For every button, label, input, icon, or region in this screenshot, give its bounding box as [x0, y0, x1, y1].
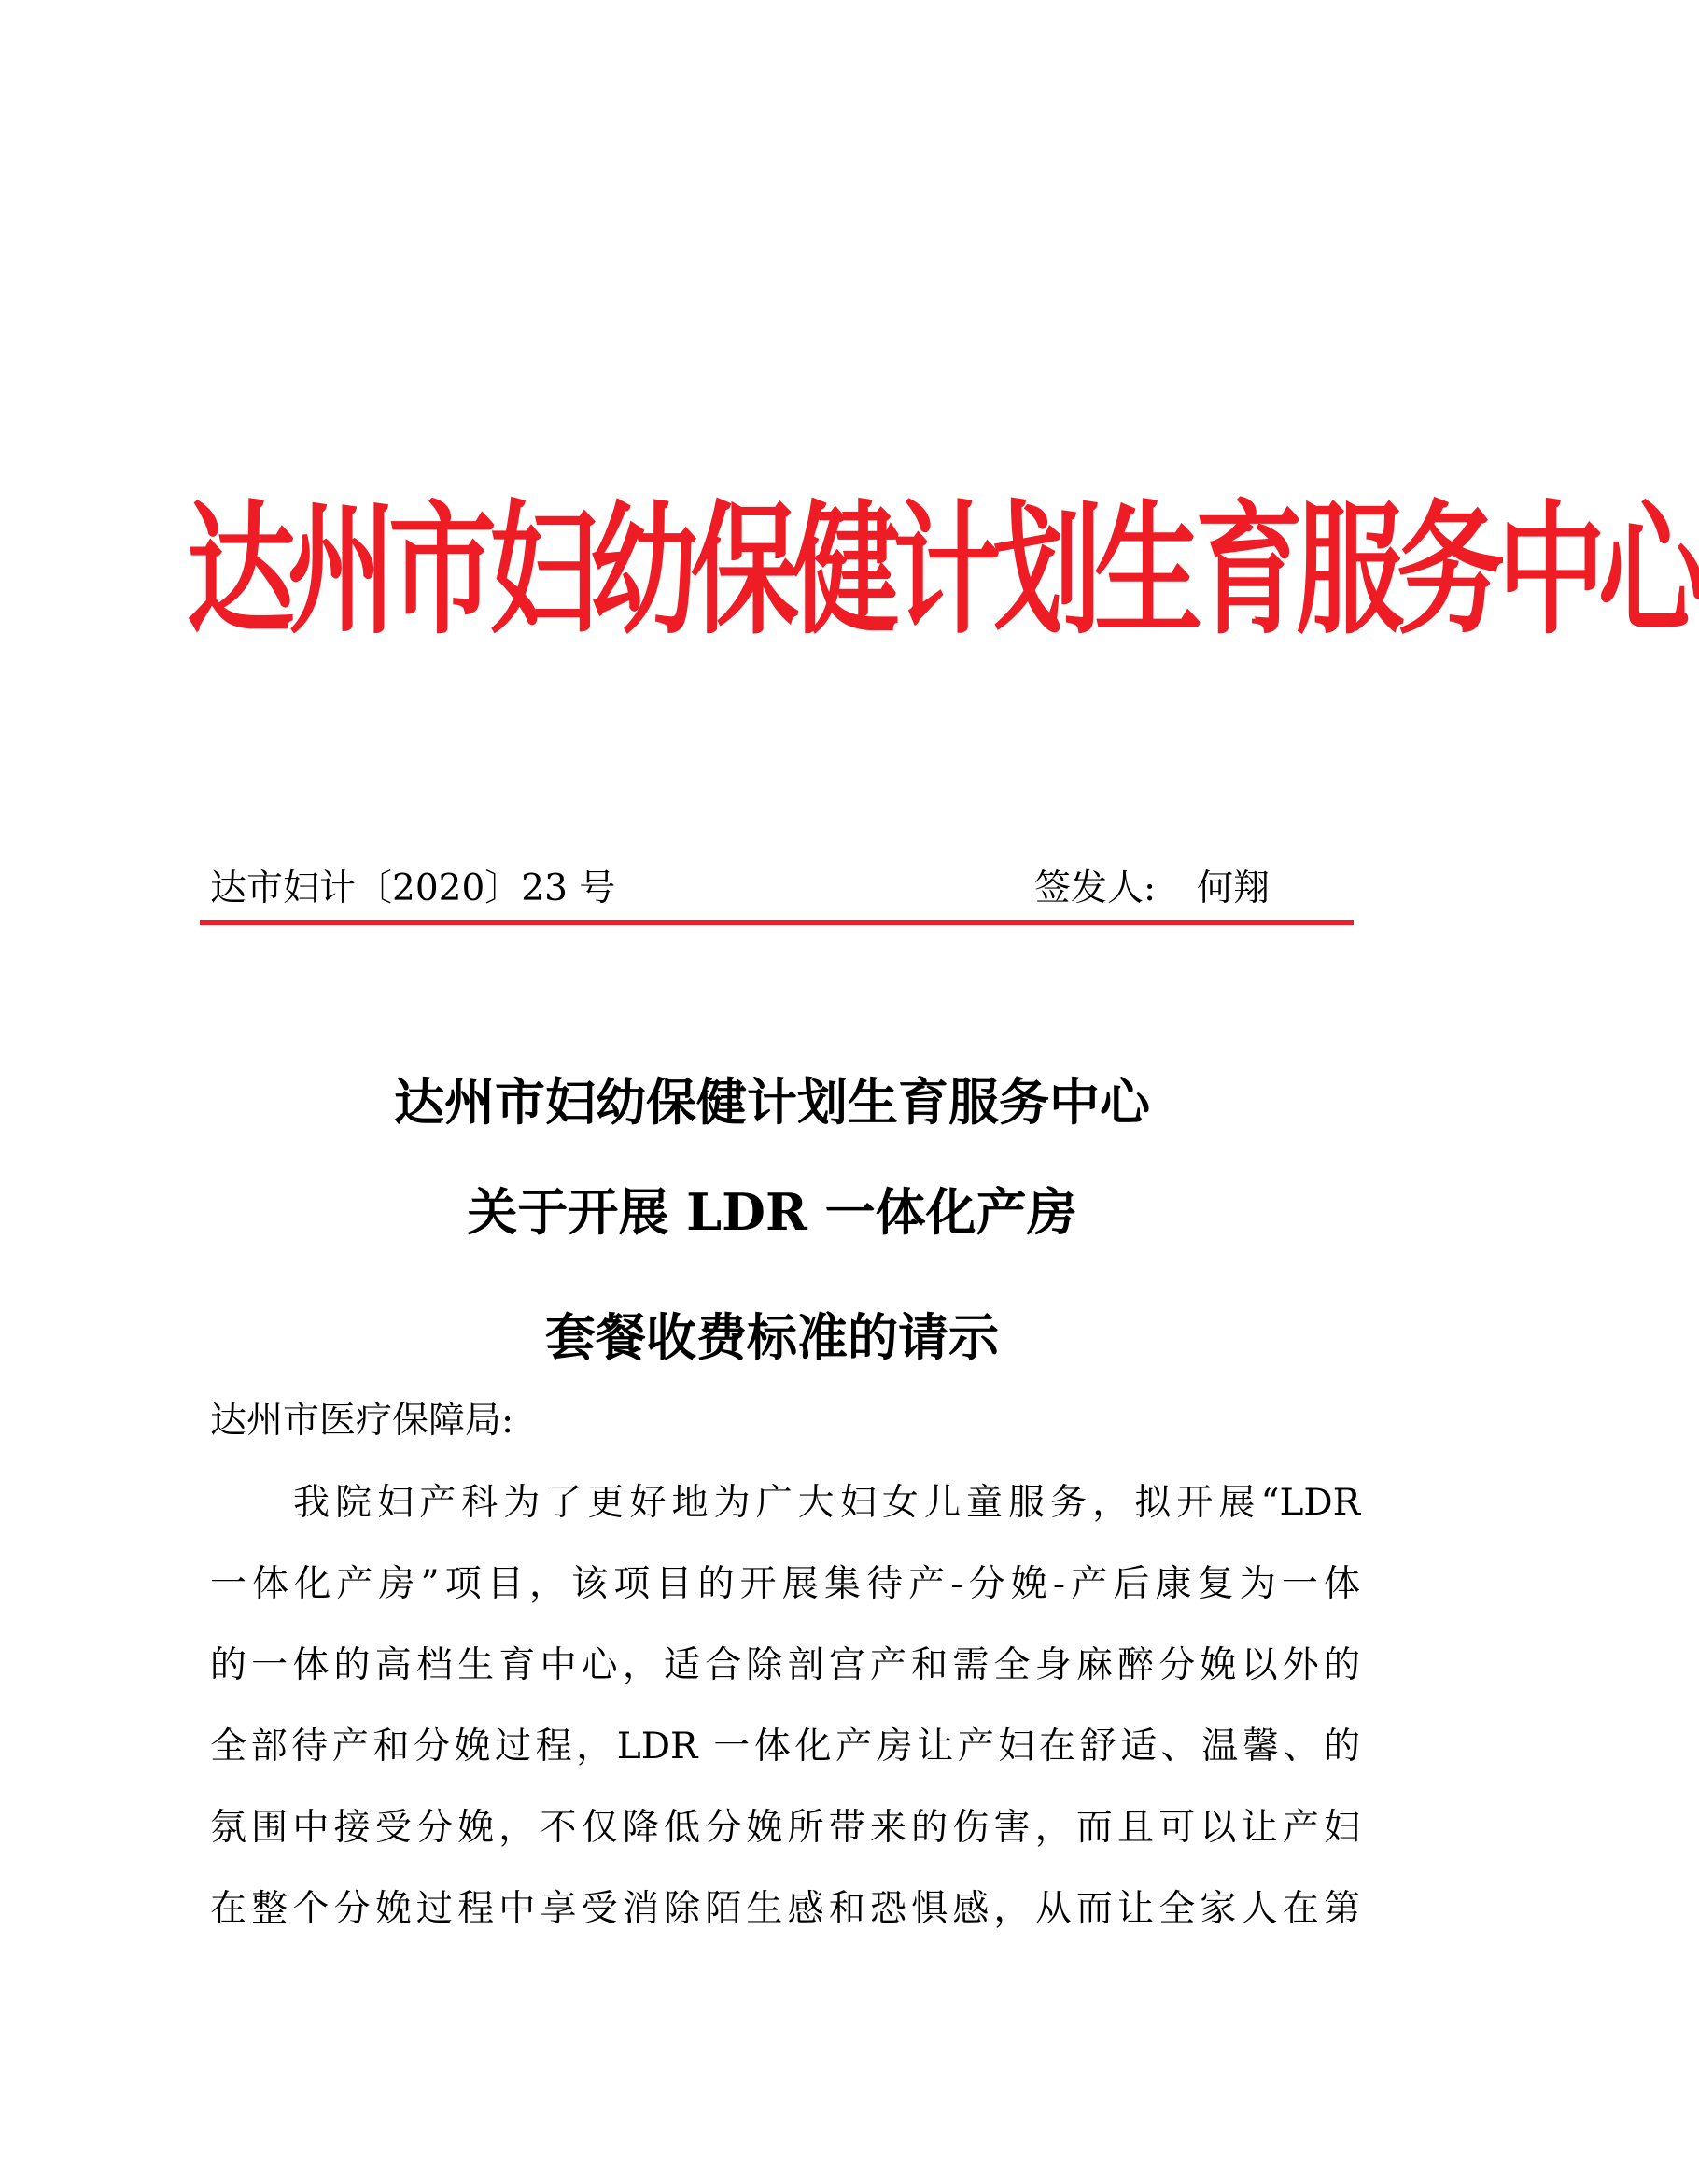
body-text-line: 氛围中接受分娩，不仅降低分娩所带来的伤害，而且可以让产妇	[210, 1807, 1360, 1849]
title-line-1: 达州市妇幼保健计划生育服务中心	[394, 1072, 1150, 1132]
body-text-line: 一体化产房”项目，该项目的开展集待产-分娩-产后康复为一体	[210, 1563, 1360, 1605]
document-number: 达市妇计〔2020〕23 号	[210, 867, 616, 909]
title-line-2: 关于开展 LDR 一体化产房	[467, 1182, 1077, 1242]
red-divider-rule	[200, 920, 1354, 925]
body-text-line: 全部待产和分娩过程，LDR 一体化产房让产妇在舒适、温馨、的	[210, 1726, 1360, 1768]
body-text-line: 在整个分娩过程中享受消除陌生感和恐惧感，从而让全家人在第	[210, 1888, 1360, 1930]
body-text-line: 我院妇产科为了更好地为广大妇女儿童服务，拟开展“LDR	[293, 1482, 1360, 1524]
title-line-3: 套餐收费标准的请示	[545, 1307, 999, 1367]
body-text-line: 的一体的高档生育中心，适合除剖宫产和需全身麻醉分娩以外的	[210, 1644, 1360, 1686]
signer-name: 何翔	[1197, 867, 1271, 909]
recipient-line: 达州市医疗保障局:	[210, 1400, 514, 1442]
signer-label: 签发人:	[1034, 867, 1157, 909]
letterhead-org-name: 达州市妇幼保健计划生育服务中心	[187, 487, 1699, 655]
